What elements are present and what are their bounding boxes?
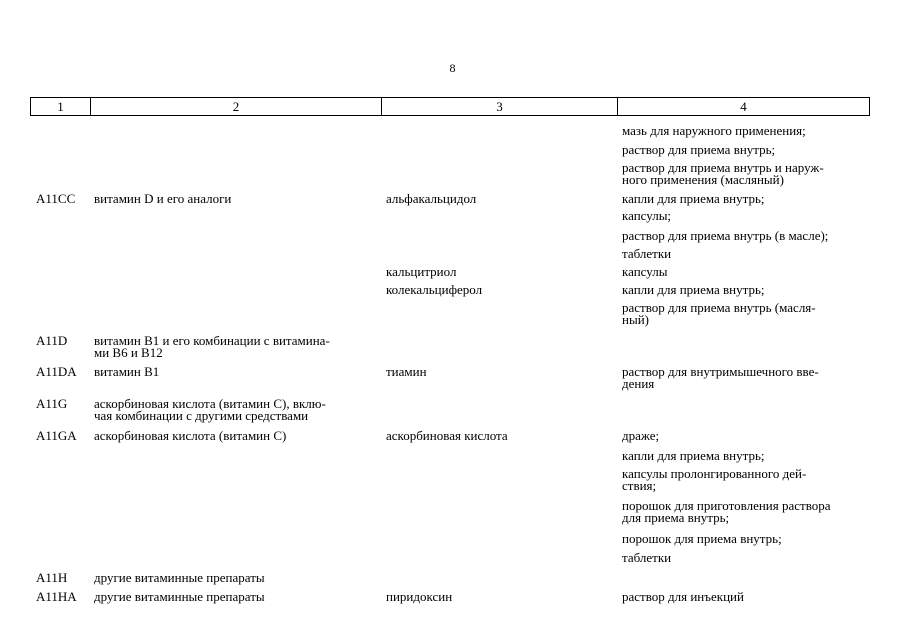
header-col-2: 2 — [232, 99, 240, 114]
group-name: другие витаминные препараты — [94, 570, 265, 585]
drug-name: тиамин — [386, 364, 427, 379]
atc-code: A11HA — [36, 589, 77, 604]
drug-name: пиридоксин — [386, 589, 453, 604]
dosage-form: таблетки — [622, 246, 672, 261]
dosage-form: ный) — [622, 312, 649, 327]
group-name: ми B6 и B12 — [94, 345, 163, 360]
drug-name: кальцитриол — [386, 264, 457, 279]
dosage-form: ного применения (масляный) — [622, 172, 784, 187]
dosage-form: раствор для приема внутрь (масля- — [622, 300, 816, 315]
dosage-form: раствор для инъекций — [622, 589, 744, 604]
drug-name: колекальциферол — [386, 282, 483, 297]
header-col-1: 1 — [57, 99, 64, 114]
dosage-form: капсулы — [622, 264, 668, 279]
atc-code: A11G — [36, 396, 68, 411]
atc-code: A11DA — [36, 364, 77, 379]
dosage-form: порошок для приготовления раствора — [622, 498, 831, 513]
group-name: витамин D и его аналоги — [94, 191, 232, 206]
dosage-form: дения — [622, 376, 655, 391]
header-col-4: 4 — [740, 99, 747, 114]
dosage-form: раствор для приема внутрь (в масле); — [622, 228, 829, 243]
group-name: аскорбиновая кислота (витамин C), вклю- — [94, 396, 326, 411]
dosage-form: капли для приема внутрь; — [622, 282, 765, 297]
dosage-form: раствор для приема внутрь и наруж- — [622, 160, 824, 175]
dosage-form: порошок для приема внутрь; — [622, 531, 782, 546]
dosage-form: раствор для приема внутрь; — [622, 142, 776, 157]
group-name: витамин B1 и его комбинации с витамина- — [94, 333, 330, 348]
group-name: другие витаминные препараты — [94, 589, 265, 604]
drug-name: аскорбиновая кислота — [386, 428, 508, 443]
atc-code: A11CC — [36, 191, 76, 206]
header-col-3: 3 — [496, 99, 503, 114]
drug-name: альфакальцидол — [386, 191, 477, 206]
atc-code: A11H — [36, 570, 68, 585]
dosage-form: ствия; — [622, 478, 657, 493]
dosage-form: для приема внутрь; — [622, 510, 730, 525]
dosage-form: капли для приема внутрь; — [622, 191, 765, 206]
dosage-form: капсулы; — [622, 208, 672, 223]
group-name: витамин B1 — [94, 364, 160, 379]
group-name: чая комбинации с другими средствами — [94, 408, 309, 423]
atc-code: A11D — [36, 333, 68, 348]
group-name: аскорбиновая кислота (витамин C) — [94, 428, 287, 443]
dosage-form: таблетки — [622, 550, 672, 565]
dosage-form: мазь для наружного применения; — [622, 123, 806, 138]
dosage-form: капсулы пролонгированного дей- — [622, 466, 807, 481]
dosage-form: капли для приема внутрь; — [622, 448, 765, 463]
atc-code: A11GA — [36, 428, 77, 443]
dosage-form: драже; — [622, 428, 660, 443]
page-number: 8 — [449, 61, 456, 75]
dosage-form: раствор для внутримышечного вве- — [622, 364, 819, 379]
